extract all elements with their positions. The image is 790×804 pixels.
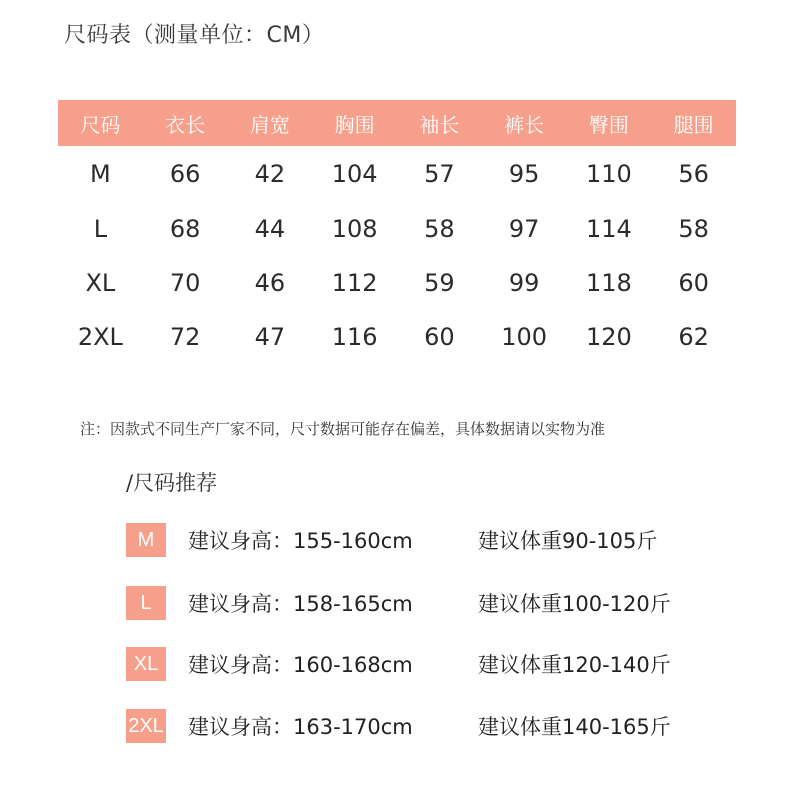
- table-cell: XL: [85, 269, 116, 297]
- size-badge: M: [126, 523, 166, 557]
- size-badge: 2XL: [126, 709, 166, 743]
- table-cell: 95: [508, 160, 540, 188]
- table-cell: 112: [331, 269, 378, 297]
- recommended-weight: 建议体重90-105斤: [478, 529, 658, 553]
- table-cell: 58: [424, 215, 455, 243]
- size-chart-table: [58, 100, 736, 364]
- table-cell: 47: [254, 323, 286, 351]
- table-row: [58, 310, 736, 364]
- column-header-shoulder: 肩宽: [228, 100, 313, 146]
- table-cell: 99: [508, 269, 540, 297]
- table-cell: 56: [678, 160, 709, 188]
- table-cell: 108: [331, 215, 378, 243]
- table-row: [58, 256, 736, 310]
- table-cell: 110: [585, 160, 632, 188]
- table-cell: 59: [424, 269, 455, 297]
- table-cell: 118: [585, 269, 632, 297]
- table-cell: 2XL: [77, 323, 123, 351]
- table-row: [58, 146, 736, 202]
- recommended-weight: 建议体重140-165斤: [478, 715, 671, 739]
- table-cell: 44: [254, 215, 286, 243]
- table-row: [58, 202, 736, 256]
- table-cell: 97: [508, 215, 540, 243]
- column-header-pants-length: 裤长: [482, 100, 567, 146]
- recommend-row-2xl: [126, 709, 726, 743]
- recommended-height: 建议身高：163-170cm: [188, 715, 413, 739]
- recommend-row-l: [126, 586, 726, 620]
- recommended-weight: 建议体重120-140斤: [478, 653, 671, 677]
- column-header-thigh: 腿围: [651, 100, 736, 146]
- table-cell: 42: [254, 160, 286, 188]
- recommend-section-title: /尺码推荐: [126, 471, 218, 495]
- table-cell: L: [93, 215, 108, 243]
- table-cell: 60: [424, 323, 455, 351]
- table-cell: 58: [678, 215, 709, 243]
- table-cell: 46: [254, 269, 286, 297]
- size-badge: L: [126, 586, 166, 620]
- table-cell: 66: [169, 160, 201, 188]
- table-header-row: [58, 100, 736, 146]
- disclaimer-note: 注：因款式不同生产厂家不同，尺寸数据可能存在偏差，具体数据请以实物为准: [80, 420, 606, 438]
- recommend-row-xl: [126, 647, 726, 681]
- column-header-size: 尺码: [58, 100, 143, 146]
- table-cell: 70: [169, 269, 201, 297]
- recommended-height: 建议身高：158-165cm: [188, 592, 413, 616]
- page-title: 尺码表（测量单位：CM）: [64, 23, 325, 48]
- table-cell: 62: [678, 323, 709, 351]
- table-cell: 72: [169, 323, 201, 351]
- column-header-chest: 胸围: [312, 100, 397, 146]
- column-header-length: 衣长: [143, 100, 228, 146]
- table-cell: M: [90, 160, 111, 188]
- table-cell: 60: [678, 269, 709, 297]
- column-header-sleeve: 袖长: [397, 100, 482, 146]
- table-cell: 57: [424, 160, 455, 188]
- table-cell: 114: [585, 215, 632, 243]
- table-cell: 100: [501, 323, 548, 351]
- column-header-hip: 臀围: [567, 100, 652, 146]
- table-cell: 68: [169, 215, 201, 243]
- recommended-weight: 建议体重100-120斤: [478, 592, 671, 616]
- recommended-height: 建议身高：155-160cm: [188, 529, 413, 553]
- size-badge: XL: [126, 647, 166, 681]
- table-cell: 120: [585, 323, 632, 351]
- recommended-height: 建议身高：160-168cm: [188, 653, 413, 677]
- recommend-row-m: [126, 523, 726, 557]
- table-cell: 116: [331, 323, 378, 351]
- table-cell: 104: [331, 160, 378, 188]
